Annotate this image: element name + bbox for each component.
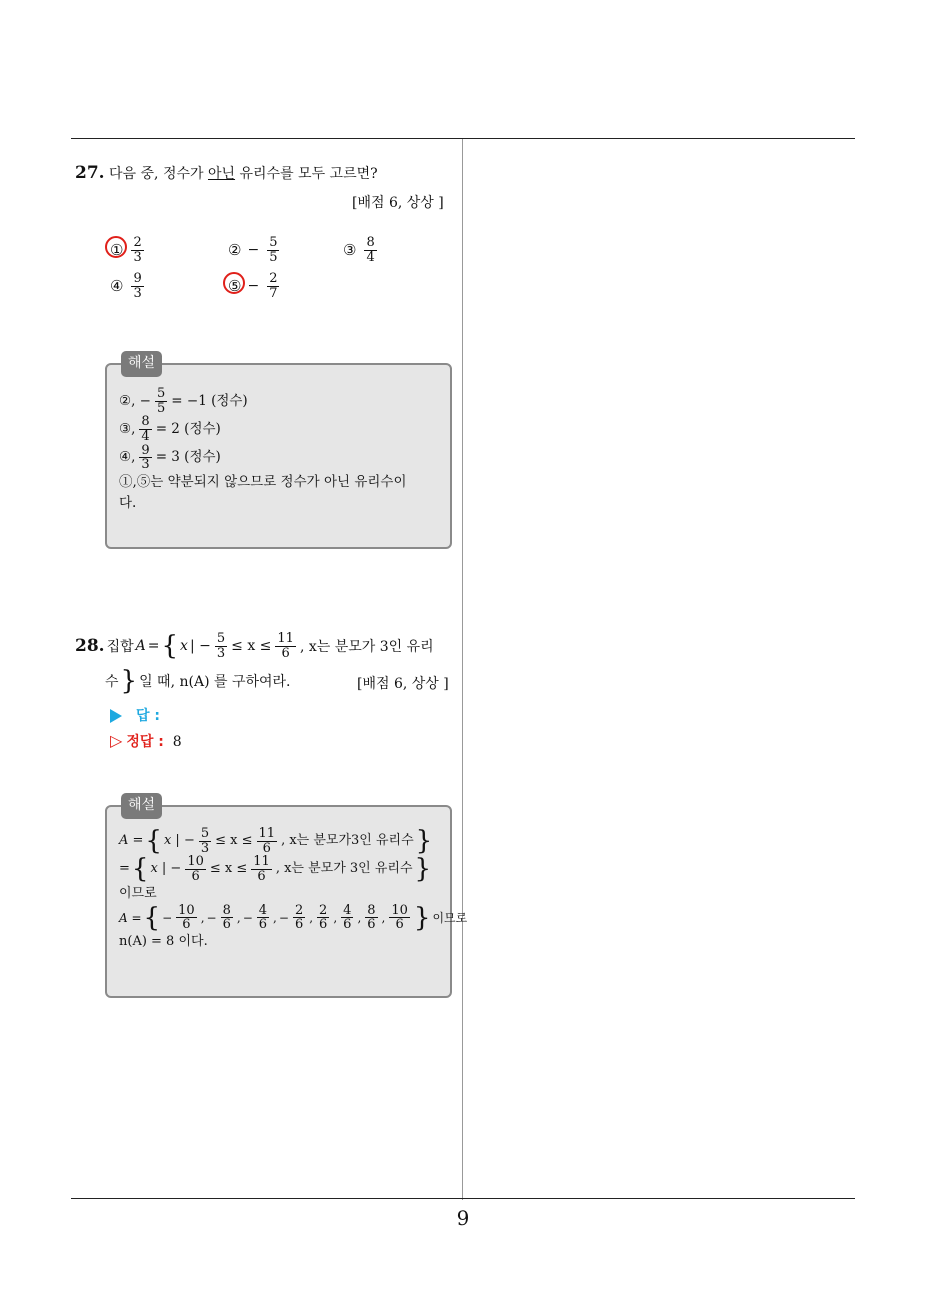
q27-text-underlined: 아닌 [207,166,236,182]
answer-label: 답 : [136,708,160,724]
option-fraction: $\frac{2}{3}$ [133,235,142,265]
q27-solution-box [105,355,452,549]
selected-mark [105,236,127,258]
answer-row [110,705,160,725]
q27-option-3[interactable] [343,236,379,264]
solution-line: ③, $\frac{8}{4}$ = 2 (정수) [119,414,221,444]
solution-line: ②, − $\frac{5}{5}$ = −1 (정수) [119,386,248,416]
bottom-rule [71,1198,855,1199]
triangle-outline-icon: ▷ [110,731,123,750]
solution-line: = { x | − $\frac{10}{6}$ ≤ x ≤ $\frac{11}{6}$ , x는 분모가 3인 유리수 } [119,854,432,885]
q28-number: 28. [75,636,105,657]
solution-tag: 해설 [121,351,162,377]
solution-line: ①,⑤는 약분되지 않으므로 정수가 아닌 유리수이 [119,473,407,490]
option-number: ① [110,241,123,259]
q28-prompt-line2: 수 } 일 때, n(A) 를 구하여라. [105,666,291,696]
solution-line: 다. [119,494,137,511]
option-number: ⑤ [228,277,241,295]
option-fraction: $\frac{2}{7}$ [269,271,278,301]
q27-number: 27. [75,163,105,183]
option-fraction: $\frac{5}{5}$ [269,235,278,265]
option-fraction: $\frac{8}{4}$ [366,235,375,265]
option-number: ③ [343,241,357,260]
solution-tag: 해설 [121,793,162,819]
correct-label: 정답 : [126,734,164,750]
q27-option-4[interactable] [110,272,146,300]
option-sign: − [247,278,260,295]
correct-answer-row [110,731,182,751]
option-number: ② [228,241,242,260]
correct-value: 8 [172,734,182,750]
option-sign: − [247,242,260,259]
column-divider [462,139,463,1200]
solution-line: n(A) = 8 이다. [119,933,208,949]
q28-prompt-line1: 28. 집합 A = { x | − $\frac{5}{3}$ ≤ x ≤ $\frac{11}{6}$ , x는 분모가 3인 유리 [75,631,434,662]
q27-option-5[interactable] [228,272,281,300]
option-fraction: $\frac{9}{3}$ [133,271,142,301]
q27-text-post: 유리수를 모두 고르면? [235,166,378,182]
solution-line: ④, $\frac{9}{3}$ = 3 (정수) [119,442,221,473]
q27-text-pre: 다음 중, 정수가 [109,166,208,182]
solution-line: A = { x | − $\frac{5}{3}$ ≤ x ≤ $\frac{11}{6}$ , x는 분모가3인 유리수 } [119,826,433,857]
play-icon [110,709,122,723]
selected-mark [223,272,245,294]
solution-line: 이므로 [119,885,157,901]
solution-line: A = { − $\frac{10}{6}$ , − $\frac{8}{6}$ , − $\frac{4}{6}$ , − $\frac{2}{6}$ , $\frac{2}{6}$ , $\frac{4}{6}$ , $\frac{8}{6}$ , $\frac{10}{6}$ } 이므로 [119,902,468,933]
top-rule [71,138,855,139]
q28-solution-box [105,797,468,998]
q28-meta: [배점 6, 상상 ] [357,676,449,692]
q27-prompt [75,163,378,183]
q27-option-1[interactable] [110,236,146,264]
q27-option-2[interactable] [228,236,281,264]
page-number: 9 [456,1206,470,1230]
option-number: ④ [110,277,124,296]
q27-meta: [배점 6, 상상 ] [352,195,444,211]
